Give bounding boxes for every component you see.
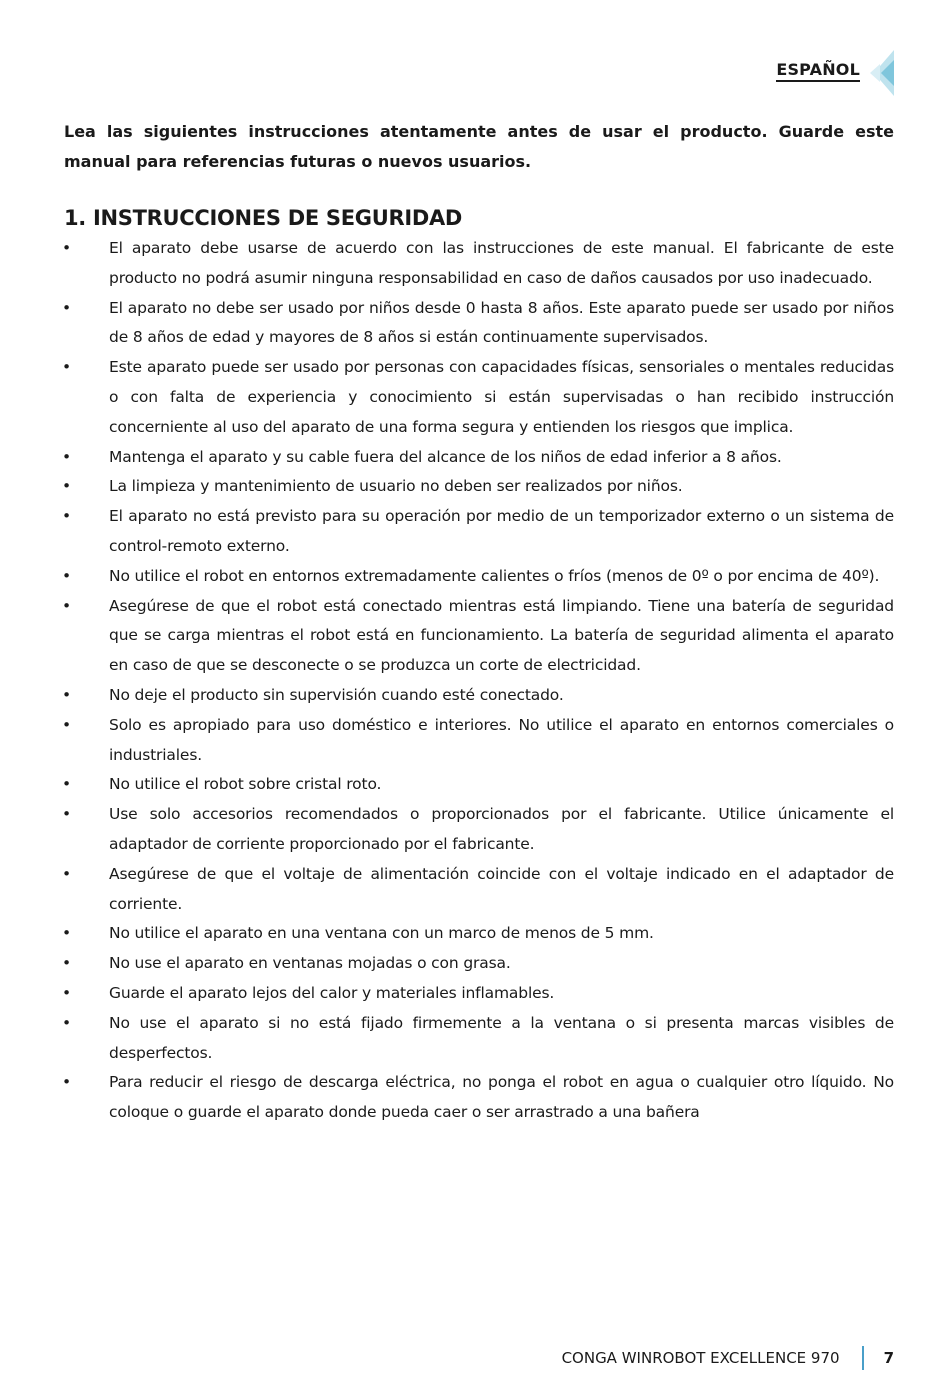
bullet-icon: • [62,924,71,943]
bullet-icon: • [62,239,71,257]
list-item-text: Asegúrese de que el robot está conectado mientras está limpiando. Tiene una batería de seguridad que se carga mientras el robot está en funcionamiento. La batería de seguridad alimenta el aparato en caso de que se desconecte o se produzca un corte de electricidad. [109,596,894,675]
list-item-text: Para reducir el riesgo de descarga eléctrica, no ponga el robot en agua o cualquier otro líquido. No coloque o guarde el aparato donde pueda caer o ser arrastrado a una bañera [109,1073,894,1122]
bullet-icon: • [62,983,71,1002]
list-item [62,234,894,294]
list-item-text: El aparato no está previsto para su operación por medio de un temporizador externo o un sistema de control-remoto externo. [109,507,894,555]
list-item-text: No deje el producto sin supervisión cuando esté conectado. [109,685,564,704]
bullet-icon: • [62,507,71,526]
bullet-icon: • [62,864,71,883]
list-item-text: No use el aparato en ventanas mojadas o con grasa. [109,954,511,973]
bullet-icon: • [62,954,71,973]
list-item-text: Use solo accesorios recomendados o proporcionados por el fabricante. Utilice únicamente el adaptador de corriente proporcionado por el fabricante. [109,805,894,853]
bullet-icon: • [62,477,71,496]
list-item-text: Asegúrese de que el voltaje de alimentación coincide con el voltaje indicado en el adaptador de corriente. [109,864,894,913]
list-item [62,919,894,949]
list-item-text: Mantenga el aparato y su cable fuera del alcance de los niños de edad inferior a 8 años. [109,447,782,466]
footer-product-name: CONGA WINROBOT EXCELLENCE 970 [561,1349,840,1367]
bullet-icon: • [62,447,71,466]
list-item [62,443,894,473]
list-item [62,979,894,1009]
list-item-text: No use el aparato si no está fijado firmemente a la ventana o si presenta marcas visibles de desperfectos. [109,1013,894,1062]
list-item [62,592,894,681]
footer-divider [862,1346,864,1370]
language-header: ESPAÑOL [776,60,860,82]
intro-paragraph: Lea las siguientes instrucciones atentamente antes de usar el producto. Guarde este manual para referencias futuras o nuevos usuarios. [64,122,894,171]
section-title: 1. INSTRUCCIONES DE SEGURIDAD [64,206,463,230]
list-item [62,681,894,711]
list-item [62,1009,894,1069]
list-item-text: El aparato debe usarse de acuerdo con las instrucciones de este manual. El fabricante de este producto no podrá asumir ninguna responsabilidad en caso de daños causados por uso inadecuado. [109,239,894,287]
list-item [62,502,894,562]
bullet-icon: • [62,358,71,377]
list-item [62,860,894,920]
list-item [62,770,894,800]
bullet-icon: • [62,775,71,794]
list-item [62,800,894,860]
list-item-text: La limpieza y mantenimiento de usuario no deben ser realizados por niños. [109,477,683,496]
list-item [62,711,894,771]
bullet-icon: • [62,566,71,585]
list-item [62,562,894,592]
bullet-icon: • [62,1073,71,1092]
list-item-text: El aparato no debe ser usado por niños desde 0 hasta 8 años. Este aparato puede ser usado por niños de 8 años de edad y mayores de 8 años si están continuamente supervisados. [109,298,894,347]
bullet-icon: • [62,685,71,704]
list-item [62,949,894,979]
list-item-text: Solo es apropiado para uso doméstico e interiores. No utilice el aparato en entornos comerciales o industriales. [109,715,894,764]
cecotec-chevron-logo-icon [870,50,894,96]
bullet-icon: • [62,805,71,824]
list-item-text: Guarde el aparato lejos del calor y materiales inflamables. [109,983,555,1002]
list-item-text: No utilice el robot en entornos extremadamente calientes o fríos (menos de 0º o por encima de 40º). [109,566,880,585]
page-footer [562,1346,894,1370]
list-item [62,472,894,502]
list-item [62,294,894,354]
safety-instructions-list [62,234,894,1128]
bullet-icon: • [62,1013,71,1032]
list-item-text: Este aparato puede ser usado por personas con capacidades físicas, sensoriales o mentales reducidas o con falta de experiencia y conocimiento si están supervisadas o han recibido instrucción concerniente al uso del aparato de una forma segura y entienden los riesgos que implica. [109,358,894,436]
page-number: 7 [883,1349,894,1367]
list-item-text: No utilice el aparato en una ventana con un marco de menos de 5 mm. [109,924,654,943]
bullet-icon: • [62,298,71,317]
list-item-text: No utilice el robot sobre cristal roto. [109,775,382,794]
bullet-icon: • [62,596,71,615]
bullet-icon: • [62,715,71,734]
list-item [62,1068,894,1128]
list-item [62,353,894,442]
